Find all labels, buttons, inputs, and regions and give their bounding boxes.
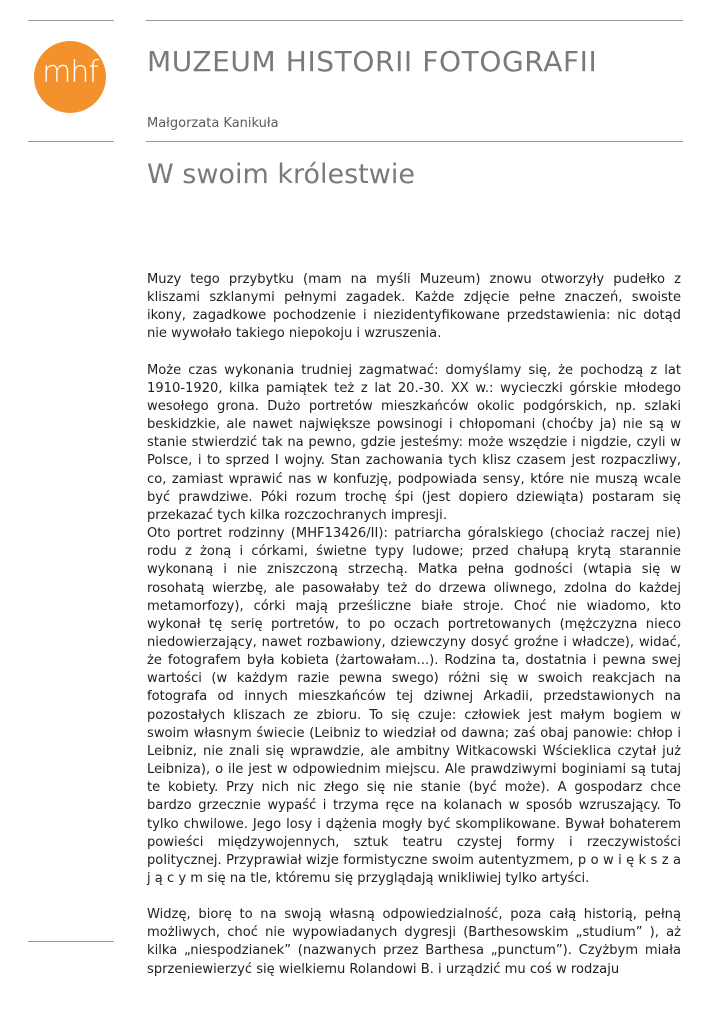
museum-title: MUZEUM HISTORII FOTOGRAFII bbox=[147, 45, 598, 78]
logo-text: mhf bbox=[42, 55, 98, 90]
bottom-left-divider bbox=[28, 941, 114, 942]
top-right-divider bbox=[146, 20, 683, 21]
paragraph-4: Widzę, biorę to na swoją własną odpowiedzialność, poza całą historią, pełną możliwych, choć nie wypowiadanych dygresji (Barthesowskim „studium” ), aż kilka „niespodzianek” (nazwanych przez Barthesa „punctum”). Czyżbym miała sprzeniewierzyć się wielkiemu Rolandowi B. i urządzić mu coś w rodzaju bbox=[147, 907, 681, 977]
article-title: W swoim królestwie bbox=[147, 159, 415, 190]
paragraph-2: Może czas wykonania trudniej zagmatwać: domyślamy się, że pochodzą z lat 1910-1920, kilka pamiątek też z lat 20.-30. XX w.: wycieczki górskie młodego wesołego grona. Dużo portretów mieszkańców okolic podgórskich, np. szlaki beskidzkie, ale nawet największe powsinogi i chłopomani (choćby ja) nie są w stanie stwierdzić tak na pewno, gdzie jesteśmy: może wszędzie i nigdzie, czyli w Polsce, i to sprzed I wojny. Stan zachowania tych klisz czasem jest rozpaczliwy, co, zamiast wprawić nas w konfuzję, podpowiada sensy, które nie muszą wcale być prawdziwe. Póki rozum trochę śpi (jest dopiero dziewiąta) postaram się przekazać tych kilka rozczochranych impresji. bbox=[147, 362, 681, 523]
article-body bbox=[147, 271, 681, 979]
top-left-divider bbox=[28, 20, 114, 21]
author-name: Małgorzata Kanikuła bbox=[147, 116, 279, 131]
museum-logo bbox=[34, 41, 106, 113]
paragraph-1: Muzy tego przybytku (mam na myśli Muzeum) znowu otworzyły pudełko z kliszami szklanymi pełnymi zagadek. Każde zdjęcie pełne znaczeń, swoiste ikony, zagadkowe pochodzenie i niezidentyfikowane przedstawienia: nic dotąd nie wywołało takiego niepokoju i wzruszenia. bbox=[147, 272, 681, 342]
paragraph-3: Oto portret rodzinny (MHF13426/II): patriarcha góralskiego (chociaż raczej nie) rodu z żoną i córkami, świetne typy ludowe; przed chałupą krytą starannie wykonaną i nie zniszczoną strzechą. Matka pełna godności (wtapia się w rosohatą wierzbę, ale pasowałaby też do drzewa oliwnego, zdolna do każdej metamorfozy), córki mają prześliczne białe stroje. Choć nie wiadomo, kto wykonał tę serię portretów, to po oczach portretowanych (mężczyzna nieco niedowierzający, nawet rozbawiony, dziewczyny dosyć groźne i władcze), widać, że fotografem była kobieta (żartowałam...). Rodzina ta, dostatnia i pewna swej wartości (w każdym razie pewna swego) różni się w swoich reakcjach na fotografa od innych mieszkańców tej dziwnej Arkadii, przedstawionych na pozostałych kliszach ze zbioru. To się czuje: człowiek jest małym bogiem w swoim własnym świecie (Leibniz to wiedział od dawna; zaś obaj panowie: chłop i Leibniz, nie znali się wprawdzie, ale ambitny Witkacowski Wścieklica czytał już Leibniza), o ile jest w odpowiednim miejscu. Ale prawdziwymi boginiami są tutaj te kobiety. Przy nich nic złego się nie stanie (być może). A gospodarz chce bardzo grzecznie wypaść i trzyma ręce na kolanach w sposób wzruszający. To tylko chwilowe. Jego losy i dążenia mogły być skomplikowane. Bywał bohaterem powieści międzywojennych, sztuk teatru czystej formy i rzeczywistości politycznej. Przyprawiał wizje formistyczne swoim autentyzmem, p o w i ę k s z a j ą c y m się na tle, któremu się przyglądają wnikliwiej tylko artyści. bbox=[147, 526, 681, 886]
mid-right-divider bbox=[146, 141, 683, 142]
mid-left-divider bbox=[28, 141, 114, 142]
